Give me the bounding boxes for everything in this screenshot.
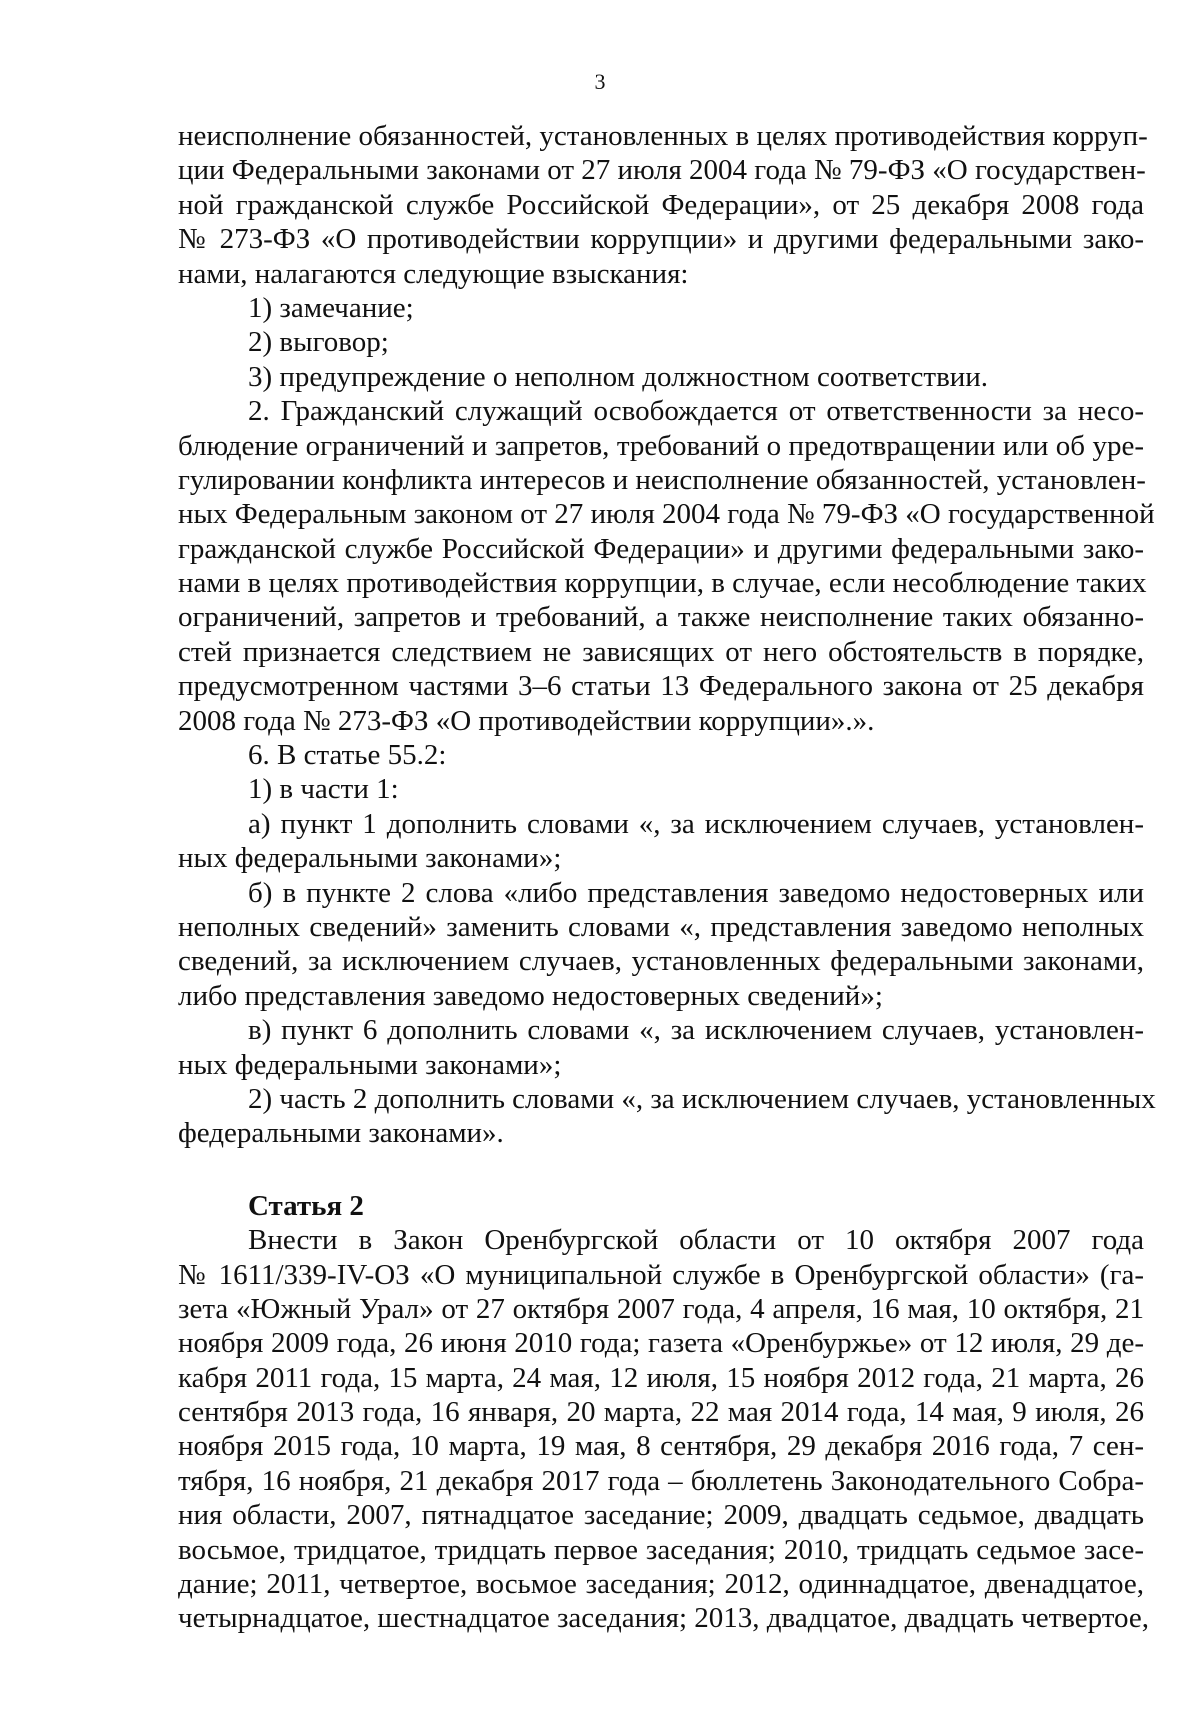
text-line: 2. Гражданский служащий освобождается от ответственности за несо-	[248, 395, 1144, 428]
subitem-b	[178, 876, 1144, 1014]
text-line: стей признается следствием не зависящих от него обстоятельств в порядке,	[178, 635, 1144, 668]
text-line: ноября 2009 года, 26 июня 2010 года; газета «Оренбуржье» от 12 июля, 29 де-	[178, 1327, 1144, 1360]
list-item: 3) предупреждение о неполном должностном соответствии.	[248, 360, 989, 393]
text-line: гражданской службе Российской Федерации» и другими федеральными зако-	[178, 532, 1144, 565]
text-line: дание; 2011, четвертое, восьмое заседания; 2012, одиннадцатое, двенадцатое,	[178, 1568, 1144, 1601]
text-line: б) в пункте 2 слова «либо представления заведомо недостоверных или	[248, 876, 1144, 909]
text-line: предусмотренном частями 3–6 статьи 13 Федерального закона от 25 декабря	[178, 670, 1144, 703]
intro-paragraph	[178, 119, 1148, 291]
text-line: нами в целях противодействия коррупции, в случае, если несоблюдение таких	[178, 567, 1147, 600]
text-line: неисполнение обязанностей, установленных в целях противодействия корруп-	[178, 120, 1148, 152]
text-line: федеральными законами».	[178, 1117, 504, 1150]
article-2-heading: Статья 2	[248, 1189, 364, 1222]
text-line: восьмое, тридцатое, тридцать первое заседания; 2010, тридцать седьмое засе-	[178, 1533, 1144, 1566]
section-spacer	[178, 1151, 1144, 1189]
penalties-list	[178, 291, 1144, 394]
text-line: в) пункт 6 дополнить словами «, за исключением случаев, установлен-	[248, 1014, 1144, 1047]
text-line: № 273-ФЗ «О противодействии коррупции» и другими федеральными зако-	[178, 223, 1144, 256]
text-line: ния области, 2007, пятнадцатое заседание; 2009, двадцать седьмое, двадцать	[178, 1499, 1144, 1532]
page-number: 3	[594, 69, 606, 94]
part-2-paragraph	[178, 1082, 1156, 1151]
text-line: гулировании конфликта интересов и неисполнение обязанностей, установлен-	[178, 463, 1146, 496]
list-item: 2) выговор;	[248, 326, 389, 359]
subitem-v	[178, 1013, 1144, 1082]
subitem-a	[178, 807, 1144, 876]
text-line: № 1611/339-IV-ОЗ «О муниципальной службе в Оренбургской области» (га-	[178, 1258, 1144, 1291]
text-line: ограничений, запретов и требований, а также неисполнение таких обязанно-	[178, 601, 1144, 634]
text-line: четырнадцатое, шестнадцатое заседания; 2013, двадцатое, двадцать четвертое,	[178, 1602, 1150, 1635]
article-2-paragraph	[178, 1223, 1150, 1636]
text-line: блюдение ограничений и запретов, требований о предотвращении или об уре-	[178, 429, 1144, 462]
text-line: кабря 2011 года, 15 марта, 24 мая, 12 июля, 15 ноября 2012 года, 21 марта, 26	[178, 1361, 1144, 1394]
text-line: ноября 2015 года, 10 марта, 19 мая, 8 сентября, 29 декабря 2016 года, 7 сен-	[178, 1430, 1144, 1463]
clause-2-paragraph	[178, 394, 1155, 738]
text-line: 2) часть 2 дополнить словами «, за исключением случаев, установленных	[248, 1082, 1156, 1115]
text-line: 2008 года № 273-ФЗ «О противодействии коррупции».».	[178, 704, 875, 737]
text-line: либо представления заведомо недостоверных сведений»;	[178, 979, 883, 1012]
text-line: ных федеральными законами»;	[178, 842, 562, 875]
text-line: Внести в Закон Оренбургской области от 10 октября 2007 года	[248, 1224, 1144, 1257]
text-line: ных Федеральным законом от 27 июля 2004 года № 79-ФЗ «О государственной	[178, 498, 1155, 531]
list-item: 1) замечание;	[248, 291, 414, 324]
text-line: а) пункт 1 дополнить словами «, за исключением случаев, установлен-	[248, 807, 1144, 840]
document-body	[178, 119, 1156, 1636]
text-line: тября, 16 ноября, 21 декабря 2017 года – бюллетень Законодательного Собра-	[178, 1464, 1144, 1497]
text-line: ных федеральными законами»;	[178, 1048, 562, 1081]
text-line: сентября 2013 года, 16 января, 20 марта, 22 мая 2014 года, 14 мая, 9 июля, 26	[178, 1396, 1144, 1429]
part-1-heading: 1) в части 1:	[248, 773, 399, 806]
text-line: нами, налагаются следующие взыскания:	[178, 257, 689, 290]
text-line: ной гражданской службе Российской Федерации», от 25 декабря 2008 года	[178, 188, 1144, 221]
text-line: ции Федеральными законами от 27 июля 2004 года № 79-ФЗ «О государствен-	[178, 154, 1146, 187]
item-6-heading: 6. В статье 55.2:	[248, 739, 447, 772]
text-line: зета «Южный Урал» от 27 октября 2007 года, 4 апреля, 16 мая, 10 октября, 21	[178, 1292, 1144, 1325]
text-line: сведений, за исключением случаев, установленных федеральными законами,	[178, 945, 1144, 978]
text-line: неполных сведений» заменить словами «, представления заведомо неполных	[178, 910, 1144, 943]
